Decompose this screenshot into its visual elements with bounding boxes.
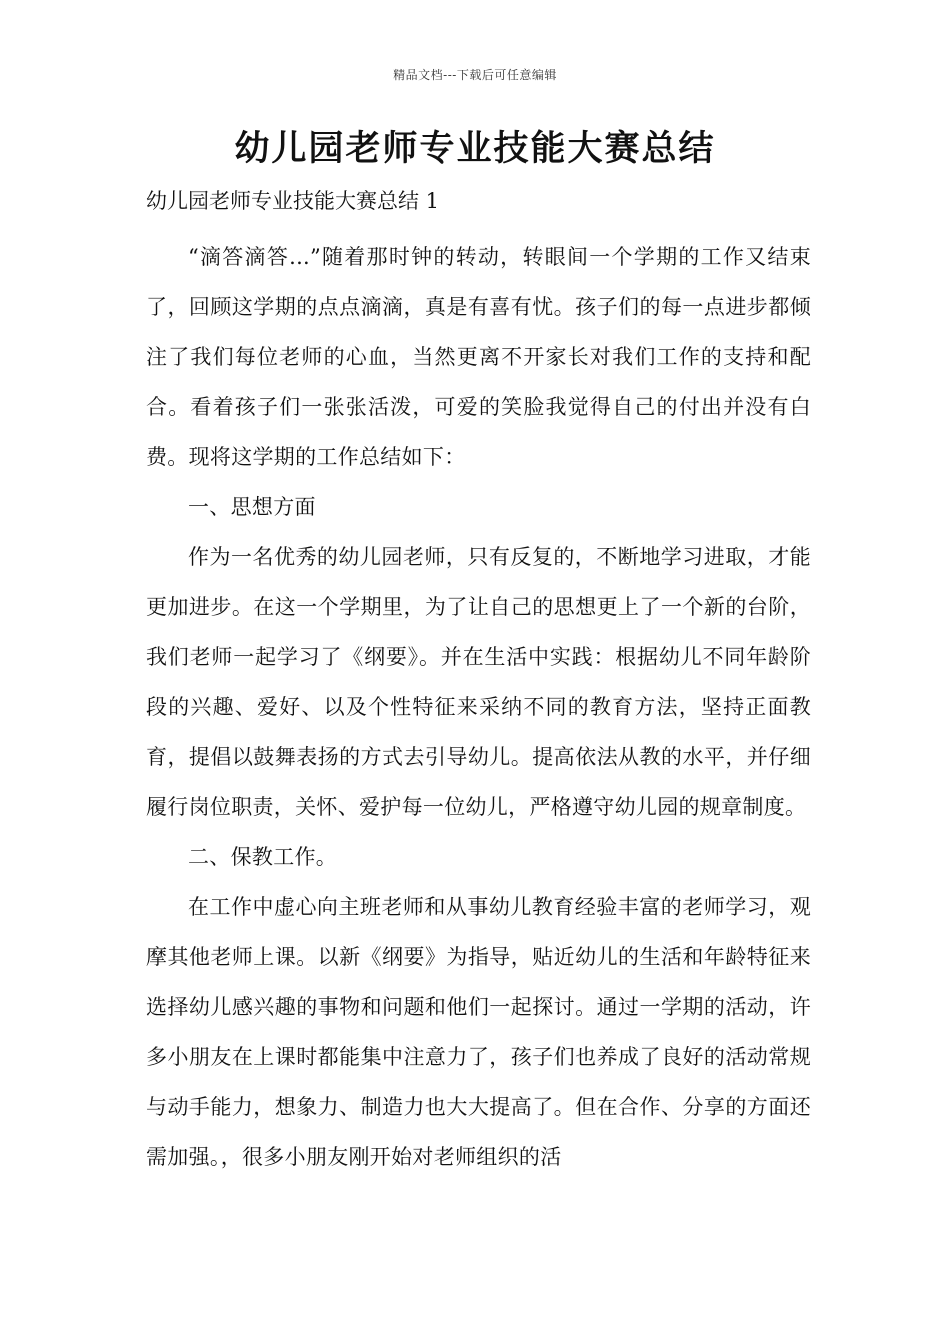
- section-heading-care-education: 二、保教工作。: [188, 845, 338, 869]
- document-body: [146, 232, 811, 1182]
- header-note: 精品文档---下载后可任意编辑: [393, 68, 557, 82]
- paragraph-intro: “滴答滴答...”随着那时钟的转动，转眼间一个学期的工作又结束了，回顾这学期的点点滴滴，真是有喜有忧。孩子们的每一点进步都倾注了我们每位老师的心血，当然更离不开家长对我们工作的支持和配合。看着孩子们一张张活泼，可爱的笑脸我觉得自己的付出并没有白费。现将这学期的工作总结如下：: [146, 245, 811, 469]
- paragraph-thought: 作为一名优秀的幼儿园老师，只有反复的，不断地学习进取，才能更加进步。在这一个学期里，为了让自己的思想更上了一个新的台阶，我们老师一起学习了《纲要》。并在生活中实践：根据幼儿不同年龄阶段的兴趣、爱好、以及个性特征来采纳不同的教育方法，坚持正面教育，提倡以鼓舞表扬的方式去引导幼儿。提高依法从教的水平，并仔细履行岗位职责，关怀、爱护每一位幼儿，严格遵守幼儿园的规章制度。: [146, 545, 811, 819]
- document-title: 幼儿园老师专业技能大赛总结: [234, 128, 716, 169]
- document-subtitle: 幼儿园老师专业技能大赛总结 1: [146, 189, 440, 213]
- section-heading-thought: 一、思想方面: [188, 495, 316, 519]
- paragraph-care-education: 在工作中虚心向主班老师和从事幼儿教育经验丰富的老师学习，观摩其他老师上课。以新《纲要》为指导，贴近幼儿的生活和年龄特征来选择幼儿感兴趣的事物和问题和他们一起探讨。通过一学期的活动，许多小朋友在上课时都能集中注意力了，孩子们也养成了良好的活动常规与动手能力，想象力、制造力也大大提高了。但在合作、分享的方面还需加强。，很多小朋友刚开始对老师组织的活: [146, 895, 811, 1169]
